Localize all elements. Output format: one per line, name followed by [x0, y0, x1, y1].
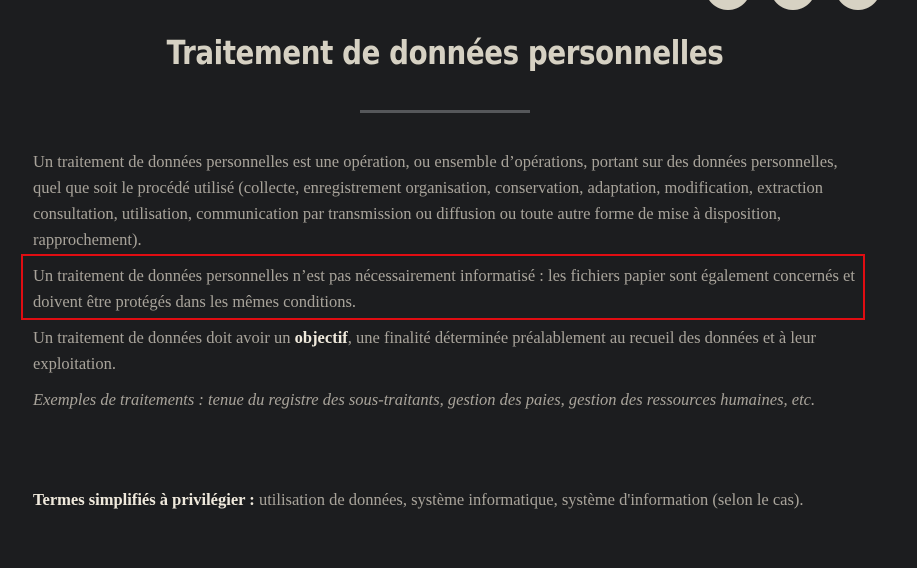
top-circle-button-3[interactable] [835, 0, 881, 10]
top-circle-button-1[interactable] [705, 0, 751, 10]
page-title: Traitement de données personnelles [166, 33, 724, 72]
top-circle-button-2[interactable] [770, 0, 816, 10]
objective-paragraph [33, 325, 863, 377]
objective-keyword: objectif [294, 328, 348, 347]
title-divider [360, 110, 530, 113]
top-button-group [705, 0, 885, 10]
paper-files-paragraph: Un traitement de données personnelles n’est pas nécessairement informatisé : les fichiers papier sont également concernés et doivent être protégés dans les mêmes conditions. [33, 266, 855, 311]
definition-paragraph: Un traitement de données personnelles est une opération, ou ensemble d’opérations, portant sur des données personnelles, quel que soit le procédé utilisé (collecte, enregistrement organisation, conservation, adaptation, modification, extraction consultation, utilisation, communication par transmission ou diffusion ou toute autre forme de mise à disposition, rapprochement). [33, 152, 838, 249]
simplified-terms-label: Termes simplifiés à privilégier : [33, 490, 255, 509]
objective-text-end: , une finalité déterminée préalablement au recueil des données et à leur exploitation. [33, 328, 816, 373]
highlight-box [21, 254, 865, 320]
objective-text-start: Un traitement de données doit avoir un [33, 328, 295, 347]
examples-paragraph: Exemples de traitements : tenue du registre des sous-traitants, gestion des paies, gestion des ressources humaines, etc. [33, 390, 816, 409]
simplified-terms-text: utilisation de données, système informatique, système d'information (selon le cas). [254, 490, 804, 509]
simplified-terms-paragraph [33, 487, 863, 513]
